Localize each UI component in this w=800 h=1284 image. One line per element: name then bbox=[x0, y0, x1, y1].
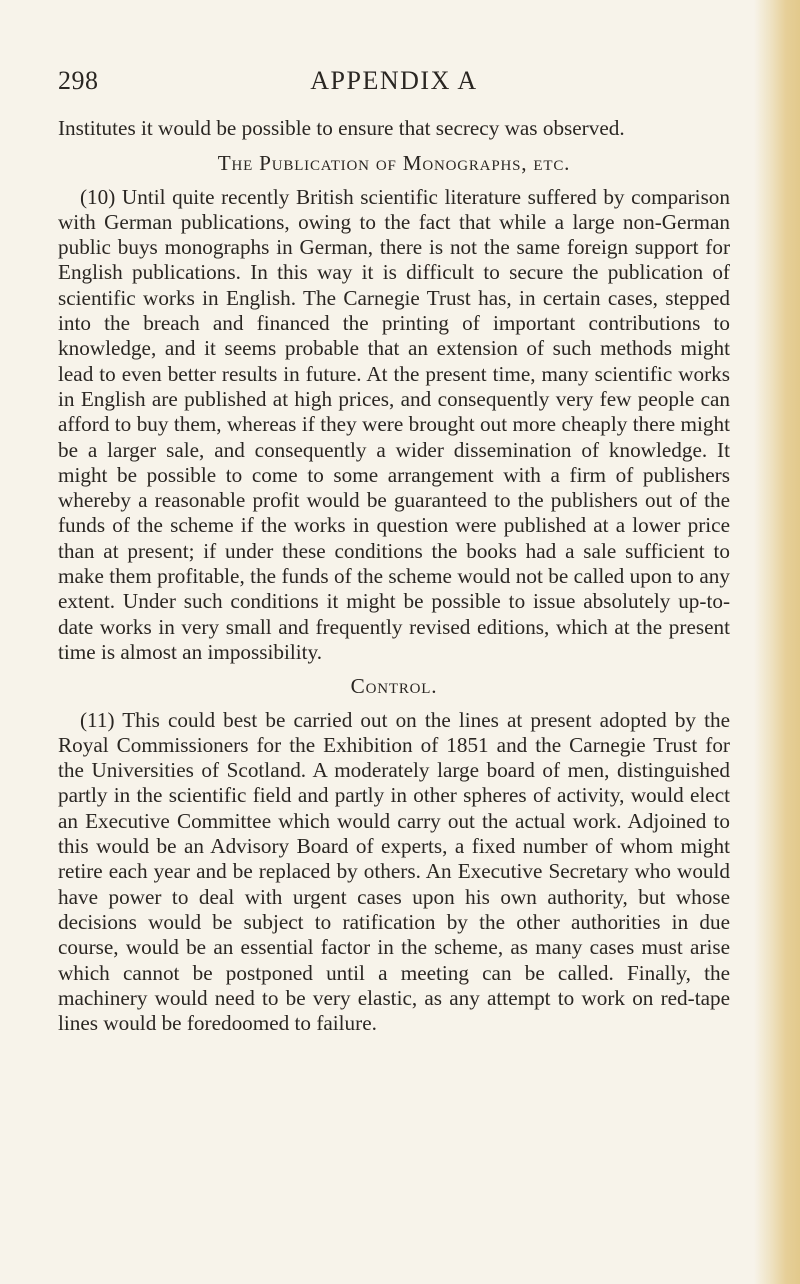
running-title: APPENDIX A bbox=[310, 66, 478, 95]
paragraph-10: (10) Until quite recently British scientific literature suffered by comparison with German publications, owing to the fact that while a large non-German public buys monographs in German, there is not the same foreign support for English publications. In this way it is difficult to secure the publication of scientific works in English. The Carnegie Trust has, in certain cases, stepped into the breach and financed the printing of important contributions to knowledge, and it seems probable that an extension of such methods might lead to even better results in future. At the present time, many scientific works in English are published at high prices, and consequently very few people can afford to buy them, whereas if they were brought out more cheaply there might be a larger sale, and consequently a wider dissemination of knowledge. It might be possible to come to some arrangement with a firm of publishers whereby a reasonable profit would be guaranteed to the publishers out of the funds of the scheme if the works in question were published at a lower price than at present; if under these conditions the books had a sale sufficient to make them profitable, the funds of the scheme would not be called upon to any extent. Under such conditions it might be possible to issue absolutely up-to-date works in very small and frequently revised editions, which at the present time is almost an impossibility. bbox=[58, 184, 730, 664]
section-heading-control: Control. bbox=[350, 674, 438, 699]
paragraph-11: (11) This could best be carried out on the lines at present adopted by the Royal Commissioners for the Exhibition of 1851 and the Carnegie Trust for the Universities of Scotland. A moderately large board of men, distinguished partly in the scientific field and partly in other spheres of activity, would elect an Executive Committee which would carry out the actual work. Adjoined to this would be an Advisory Board of experts, a fixed number of whom might retire each year and be replaced by others. An Executive Secretary who would have power to deal with urgent cases upon his own authority, but whose decisions would be subject to ratification by the other authorities in due course, would be an essential factor in the scheme, as many cases must arise which cannot be postponed until a meeting can be called. Finally, the machinery would need to be very elastic, as any attempt to work on red-tape lines would be foredoomed to failure. bbox=[58, 707, 730, 1036]
page-number: 298 bbox=[58, 66, 99, 95]
running-head bbox=[58, 66, 730, 106]
body-text bbox=[58, 116, 730, 1036]
paragraph-continuation: Institutes it would be possible to ensure that secrecy was observed. bbox=[58, 116, 625, 140]
section-heading-publication: The Publication of Monographs, etc. bbox=[217, 151, 571, 176]
